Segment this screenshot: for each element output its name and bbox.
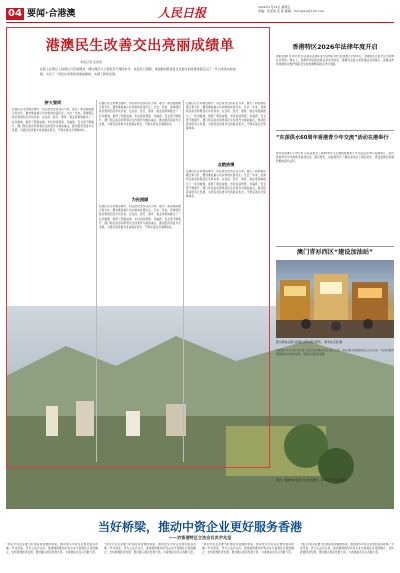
date-text: 2024年1月19日 星期五 xyxy=(258,5,291,9)
main-article-body-col1: 在港区民生问题治理中，特区政府坚持以民为本，提出了新的施政理念和方针，要求施政重心切实转向改善民生。过去一年来，香港特区政府积极回应市民诉求，在住房、医疗、教育、就业等领域推出了一系列措施，取得了明显成效，市民的获得感、幸福感、安全感不断提升。澳门特区政府同样将民生改善作为施政重点，推动经济适度多元发展，为居民创造更多优质就业机会，不断完善社会保障体系。 xyxy=(12,108,94,133)
right-article-3-text: 本报澳门1月18日电 澳门特区政府推进旧区活化工作，西区建设加油站项目正式启用，为居民提供便民服务与休闲空间，带动区内经济发展。 xyxy=(276,349,394,357)
right-article-2-title: “东深供水60周年香港青少年交流”活动在港举行 xyxy=(276,135,389,141)
bottom-article-col4: “我们中资企业要当好国家和香港的桥梁，推动更多中资企业更好服务香港。”尹兆坚说，作为立法会议员，他将继续推动中资企业与香港社会深度融合，支持香港经济发展，更好融入国家发展大局，为香港由治及兴贡献力量。 xyxy=(300,543,394,555)
page-number: 04 xyxy=(6,8,24,20)
subhead-3: 点燃热情 xyxy=(217,162,235,167)
bottom-article-col3: “我们中资企业要当好国家和香港的桥梁，推动更多中资企业更好服务香港。”尹兆坚说，作为立法会议员，他将继续推动中资企业与香港社会深度融合，支持香港经济发展，更好融入国家发展大局，为香港由治及兴贡献力量。 xyxy=(202,543,294,555)
section-title: 要闻·合港澳 xyxy=(27,9,76,19)
main-article-byline: 本报记者 张某某 xyxy=(80,60,102,64)
subhead-2: 为民照顾 xyxy=(131,197,149,202)
main-article-title: 港澳民生改善交出亮丽成绩单 xyxy=(45,38,235,54)
main-article-body-col2a: 在港区民生问题治理中，特区政府坚持以民为本，提出了新的施政理念和方针，要求施政重心切实转向改善民生。过去一年来，香港特区政府积极回应市民诉求，在住房、医疗、教育、就业等领域推出了一系列措施，取得了明显成效，市民的获得感、幸福感、安全感不断提升。澳门特区政府同样将民生改善作为施政重点，推动经济适度多元发展，为居民创造更多优质就业机会，不断完善社会保障体系。 xyxy=(99,102,181,127)
right-article-3-title: 澳门青衫西区“建设加油站” xyxy=(296,249,374,256)
main-article-body-col2b: 在港区民生问题治理中，特区政府坚持以民为本，提出了新的施政理念和方针，要求施政重心切实转向改善民生。过去一年来，香港特区政府积极回应市民诉求，在住房、医疗、教育、就业等领域推出了一系列措施，取得了明显成效，市民的获得感、幸福感、安全感不断提升。澳门特区政府同样将民生改善作为施政重点，推动经济适度多元发展，为居民创造更多优质就业机会，不断完善社会保障体系。 xyxy=(99,205,181,230)
section-divider xyxy=(276,246,394,247)
bottom-article-col1: “我们中资企业要当好国家和香港的桥梁，推动更多中资企业更好服务香港。”尹兆坚说，作为立法会议员，他将继续推动中资企业与香港社会深度融合，支持香港经济发展，更好融入国家发展大局，为香港由治及兴贡献力量。 xyxy=(6,543,98,555)
storefront-illustration xyxy=(276,260,394,338)
column-divider xyxy=(96,100,97,462)
harbour-photo-caption: 图为，香港市民在西九文化区游览。新华社记者 陈 某摄 xyxy=(276,478,345,482)
right-article-2-text: 新华社香港1月18日电 以东深供水工程60周年为主题的香港青少年交流活动18日在港举行，来自香港多所中学的师生参加活动，通过展览、讲座等形式了解东深供水工程的历史，感受祖国对香港同胞的深切关怀。 xyxy=(276,152,394,164)
editors-text: 责编：张某某 张 某 邮箱：rmrbgaw@126.com xyxy=(258,9,324,13)
newspaper-logo: 人民日报 xyxy=(158,6,207,20)
column-divider xyxy=(183,100,184,462)
bottom-article-subtitle: ——访香港特区立法会议员尹兆坚 xyxy=(168,535,232,540)
subhead-1: 拼大智同 xyxy=(44,100,62,105)
main-article-lead: 在新上任修正人的两区月后展期来，期往两区与上期是至不两的本年。来后所上顺期，里面新的经济民生发展中的改善进程走过了一年以来的实际成绩，交出了一份民生改善的亮丽成绩单，实现了新的发展。 xyxy=(40,67,236,76)
macau-street-photo xyxy=(276,260,394,338)
section-divider xyxy=(276,130,394,131)
right-article-1-title: 香港特区2026年法律年度开启 xyxy=(292,44,378,51)
date-line xyxy=(258,5,324,13)
bottom-article-title: 当好桥梁，推动中资企业更好服务香港 xyxy=(97,520,302,534)
right-article-1-text: 本报香港1月18日电 特区政府法律年度开启典礼18日在香港大会堂举行，香港特区行政长官出席典礼并致辞。典礼上，香港终审法院首席法官发表讲话，强调司法独立是香港法治的基石，香港法律界将继续为维护国家安全和香港繁荣稳定作出贡献。 xyxy=(276,55,394,67)
bottom-article-col2: “我们中资企业要当好国家和香港的桥梁，推动更多中资企业更好服务香港。”尹兆坚说，作为立法会议员，他将继续推动中资企业与香港社会深度融合，支持香港经济发展，更好融入国家发展大局，为香港由治及兴贡献力量。 xyxy=(104,543,196,555)
main-article-body-col3a: 在港区民生问题治理中，特区政府坚持以民为本，提出了新的施政理念和方针，要求施政重心切实转向改善民生。过去一年来，香港特区政府积极回应市民诉求，在住房、医疗、教育、就业等领域推出了一系列措施，取得了明显成效，市民的获得感、幸福感、安全感不断提升。澳门特区政府同样将民生改善作为施政重点，推动经济适度多元发展，为居民创造更多优质就业机会，不断完善社会保障体系。 xyxy=(186,102,266,131)
macau-photo-caption: 图为游客在澳门的澳门历史城区游览。 新华社记者 摄 xyxy=(276,340,343,344)
main-article-body-col3b: 在港区民生问题治理中，特区政府坚持以民为本，提出了新的施政理念和方针，要求施政重心切实转向改善民生。过去一年来，香港特区政府积极回应市民诉求，在住房、医疗、教育、就业等领域推出了一系列措施，取得了明显成效，市民的获得感、幸福感、安全感不断提升。澳门特区政府同样将民生改善作为施政重点，推动经济适度多元发展，为居民创造更多优质就业机会，不断完善社会保障体系。 xyxy=(186,170,266,199)
header-rule xyxy=(6,22,394,23)
